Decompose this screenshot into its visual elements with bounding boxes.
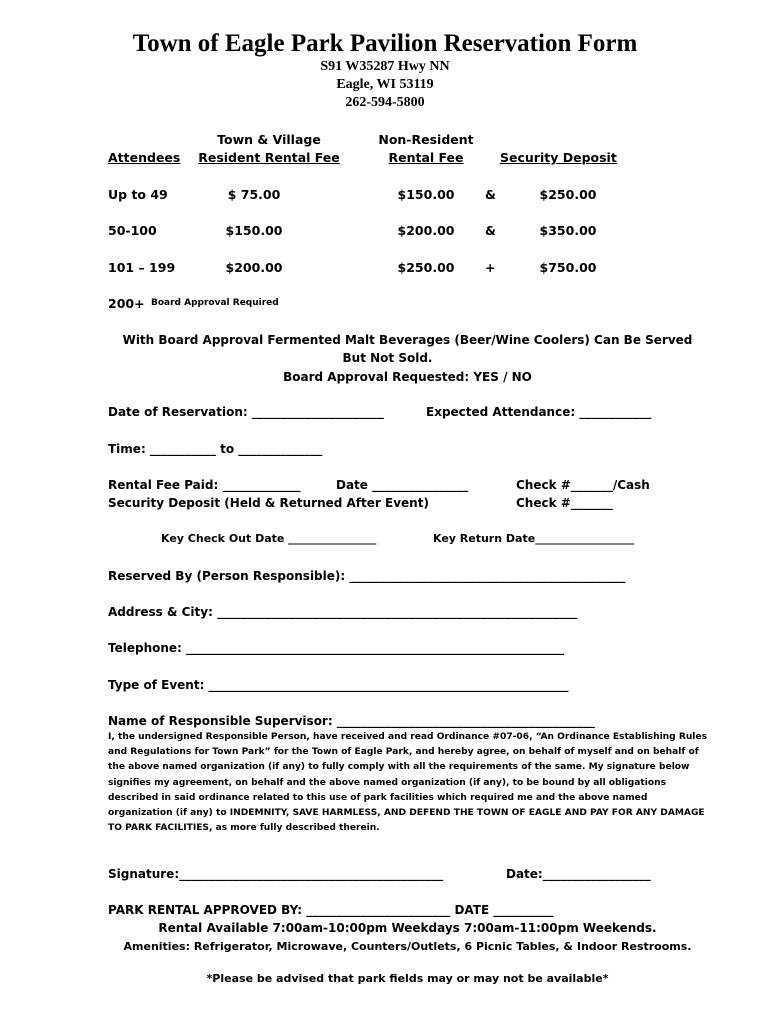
col-header-resident-line1: Town & Village <box>217 132 321 147</box>
rental-fee-paid-field[interactable]: Rental Fee Paid: _____________ <box>108 478 301 492</box>
col-header-resident-line2: Resident Rental Fee <box>198 150 340 165</box>
row-nonresident-fee: $250.00 <box>397 260 455 275</box>
check-cash-field[interactable]: Check #_______/Cash <box>516 478 650 492</box>
row-deposit: $350.00 <box>539 223 597 238</box>
board-approval-requested: Board Approval Requested: YES / NO <box>283 370 532 384</box>
row-separator: + <box>485 260 496 275</box>
address-line-1: S91 W35287 Hwy NN <box>320 59 450 74</box>
phone-number: 262-594-5800 <box>345 95 425 110</box>
address-line-2: Eagle, WI 53119 <box>336 77 434 92</box>
beverage-notice-line1: With Board Approval Fermented Malt Beverages (Beer/Wine Coolers) Can Be Served <box>122 333 693 347</box>
key-check-out-field[interactable]: Key Check Out Date ________________ <box>161 532 377 545</box>
reserved-by-field[interactable]: Reserved By (Person Responsible): ______________________________________________ <box>108 569 626 583</box>
row-resident-fee: $ 75.00 <box>227 187 281 202</box>
row-attendees: 50-100 <box>108 223 157 238</box>
deposit-check-field[interactable]: Check #_______ <box>516 496 613 510</box>
park-fields-note: *Please be advised that park fields may or may not be available* <box>206 972 609 985</box>
park-rental-approved-by[interactable]: PARK RENTAL APPROVED BY: ________________________ DATE __________ <box>108 903 554 917</box>
amenities-list: Amenities: Refrigerator, Microwave, Counters/Outlets, 6 Picnic Tables, & Indoor Restrooms. <box>123 940 692 953</box>
expected-attendance-field[interactable]: Expected Attendance: ____________ <box>426 405 652 419</box>
col-header-attendees: Attendees <box>108 150 181 165</box>
row-separator: & <box>485 223 496 238</box>
row-deposit: $750.00 <box>539 260 597 275</box>
responsible-supervisor-field[interactable]: Name of Responsible Supervisor: ___________________________________________ <box>108 714 595 728</box>
page-title: Town of Eagle Park Pavilion Reservation Form <box>132 30 638 57</box>
telephone-field[interactable]: Telephone: _______________________________________________________________ <box>108 641 565 655</box>
row-resident-fee: $200.00 <box>225 260 283 275</box>
key-return-field[interactable]: Key Return Date__________________ <box>433 532 635 545</box>
col-header-deposit: Security Deposit <box>500 150 617 165</box>
row-separator: & <box>485 187 496 202</box>
time-field[interactable]: Time: ___________ to ______________ <box>108 442 323 456</box>
rental-date-field[interactable]: Date ________________ <box>336 478 469 492</box>
signature-field[interactable]: Signature:____________________________________________ <box>108 867 444 881</box>
row-resident-fee: $150.00 <box>225 223 283 238</box>
over-200-label: 200+ <box>108 296 145 311</box>
date-of-reservation-field[interactable]: Date of Reservation: ______________________ <box>108 405 384 419</box>
rental-availability: Rental Available 7:00am-10:00pm Weekdays 7:00am-11:00pm Weekends. <box>158 921 657 935</box>
col-header-nonresident-line2: Rental Fee <box>388 150 464 165</box>
signature-date-field[interactable]: Date:__________________ <box>506 867 651 881</box>
row-nonresident-fee: $200.00 <box>397 223 455 238</box>
col-header-nonresident-line1: Non-Resident <box>378 132 474 147</box>
board-approval-note: Board Approval Required <box>151 298 279 308</box>
ordinance-agreement-text: I, the undersigned Responsible Person, have received and read Ordinance #07-06, “An Ordinance Establishing Rules and Regulations for Town Park” for the Town of Eagle Park, and hereby agree, on behalf of myself and on behalf of the above named organization (if any) to fully comply with all the requirements of the same. My signature below signifies my agreement, on behalf and the above named organization (if any), to be bound by all obligations described in said ordinance related to this use of park facilities which required me and the above named organization (if any) to INDEMNITY, SAVE HARMLESS, AND DEFEND THE TOWN OF EAGLE AND PAY FOR ANY DAMAGE TO PARK FACILITIES, as more fully described therein. <box>108 732 708 834</box>
security-deposit-label: Security Deposit (Held & Returned After Event) <box>108 496 429 510</box>
address-city-field[interactable]: Address & City: ____________________________________________________________ <box>108 605 578 619</box>
row-attendees: 101 – 199 <box>108 260 176 275</box>
beverage-notice-line2: But Not Sold. <box>342 351 433 365</box>
row-nonresident-fee: $150.00 <box>397 187 455 202</box>
type-of-event-field[interactable]: Type of Event: ____________________________________________________________ <box>108 678 569 692</box>
row-deposit: $250.00 <box>539 187 597 202</box>
row-attendees: Up to 49 <box>108 187 168 202</box>
